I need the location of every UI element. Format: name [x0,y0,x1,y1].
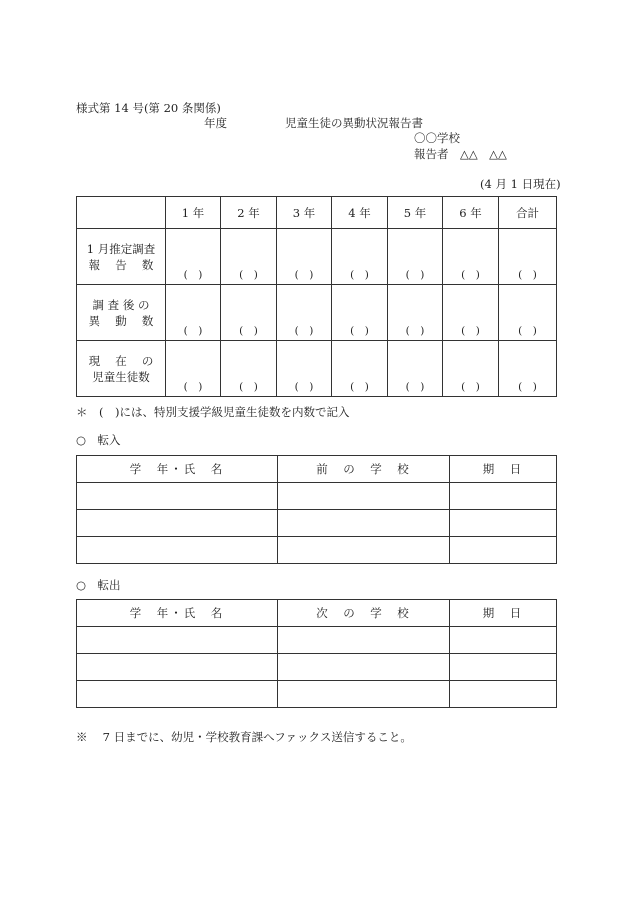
table-row [77,510,557,537]
input-cell[interactable] [221,285,277,341]
input-cell[interactable] [443,341,499,397]
col-header: 5 年 [388,197,443,229]
input-cell[interactable] [166,285,221,341]
grade-name-cell[interactable] [77,537,278,564]
paren: ( ) [518,325,537,337]
transfer-out-header-row [77,600,557,627]
col-header: 学 年・氏 名 [77,456,278,483]
form-number: 様式第 14 号(第 20 条関係) [76,101,221,115]
row-label [77,285,166,341]
paren: ( ) [350,325,369,337]
next-school-cell[interactable] [278,681,450,708]
transfer-out-heading: ○ 転出 [76,578,121,592]
paren: ( ) [183,325,203,337]
transfer-out-table [76,599,557,708]
paren: ( ) [239,269,258,281]
paren: ( ) [461,269,480,281]
previous-school-cell[interactable] [278,510,450,537]
special-class-note: ＊ ( )には、特別支援学級児童生徒数を内数で記入 [76,405,350,419]
table-row [77,537,557,564]
next-school-cell[interactable] [278,627,450,654]
transfer-in-header-row [77,456,557,483]
grade-name-cell[interactable] [77,627,278,654]
col-header: 合計 [499,197,557,229]
school-name: 〇〇学校 [414,131,460,145]
paren: ( ) [461,381,480,393]
input-cell[interactable] [332,341,388,397]
paren: ( ) [294,325,314,337]
document-title: 児童生徒の異動状況報告書 [285,116,423,130]
input-cell[interactable] [166,229,221,285]
input-cell[interactable] [443,285,499,341]
as-of-date: (4 月 1 日現在) [480,177,561,191]
input-cell[interactable] [388,285,443,341]
paren: ( ) [350,381,369,393]
corner-cell [77,197,166,229]
col-header: 1 年 [166,197,221,229]
year-label: 年度 [204,116,227,130]
col-header: 期 日 [450,456,557,483]
row-label-line: 児童生徒数 [92,369,150,384]
paren: ( ) [405,269,425,281]
paren: ( ) [294,381,314,393]
input-cell[interactable] [277,285,332,341]
col-header: 6 年 [443,197,499,229]
date-cell[interactable] [450,510,557,537]
transfer-in-heading: ○ 転入 [76,433,121,447]
input-cell[interactable] [166,341,221,397]
col-header: 期 日 [450,600,557,627]
row-label-line: 現 在 の [88,353,154,368]
input-cell[interactable] [499,341,557,397]
table-row [77,627,557,654]
paren: ( ) [294,269,314,281]
paren: ( ) [183,381,203,393]
input-cell[interactable] [443,229,499,285]
paren: ( ) [350,269,369,281]
input-cell[interactable] [499,229,557,285]
input-cell[interactable] [499,285,557,341]
input-cell[interactable] [277,229,332,285]
date-cell[interactable] [450,681,557,708]
date-cell[interactable] [450,627,557,654]
input-cell[interactable] [388,341,443,397]
reporter: 報告者 △△ △△ [414,147,507,161]
row-label-line: 調 査 後 の [92,297,150,312]
input-cell[interactable] [332,229,388,285]
grade-name-cell[interactable] [77,483,278,510]
grade-name-cell[interactable] [77,654,278,681]
transfer-in-table [76,455,557,564]
input-cell[interactable] [332,285,388,341]
row-label-line: 1 月推定調査 [86,241,156,256]
table-row [77,229,557,285]
grade-name-cell[interactable] [77,510,278,537]
date-cell[interactable] [450,537,557,564]
col-header: 2 年 [221,197,277,229]
row-label [77,229,166,285]
grade-name-cell[interactable] [77,681,278,708]
table-row [77,341,557,397]
previous-school-cell[interactable] [278,537,450,564]
summary-header-row [77,197,557,229]
input-cell[interactable] [221,229,277,285]
col-header: 次 の 学 校 [278,600,450,627]
next-school-cell[interactable] [278,654,450,681]
col-header: 3 年 [277,197,332,229]
table-row [77,654,557,681]
paren: ( ) [518,269,537,281]
summary-table [76,196,557,397]
input-cell[interactable] [388,229,443,285]
paren: ( ) [518,381,537,393]
paren: ( ) [239,325,258,337]
input-cell[interactable] [277,341,332,397]
paren: ( ) [461,325,480,337]
row-label-line: 報 告 数 [88,257,154,272]
previous-school-cell[interactable] [278,483,450,510]
col-header: 学 年・氏 名 [77,600,278,627]
paren: ( ) [405,381,425,393]
table-row [77,681,557,708]
col-header: 前 の 学 校 [278,456,450,483]
paren: ( ) [405,325,425,337]
row-label-line: 異 動 数 [88,313,154,328]
table-row [77,483,557,510]
paren: ( ) [183,269,203,281]
input-cell[interactable] [221,341,277,397]
row-label [77,341,166,397]
date-cell[interactable] [450,483,557,510]
paren: ( ) [239,381,258,393]
col-header: 4 年 [332,197,388,229]
date-cell[interactable] [450,654,557,681]
table-row [77,285,557,341]
fax-deadline-note: ※ 7 日までに、幼児・学校教育課へファックス送信すること。 [76,730,412,744]
